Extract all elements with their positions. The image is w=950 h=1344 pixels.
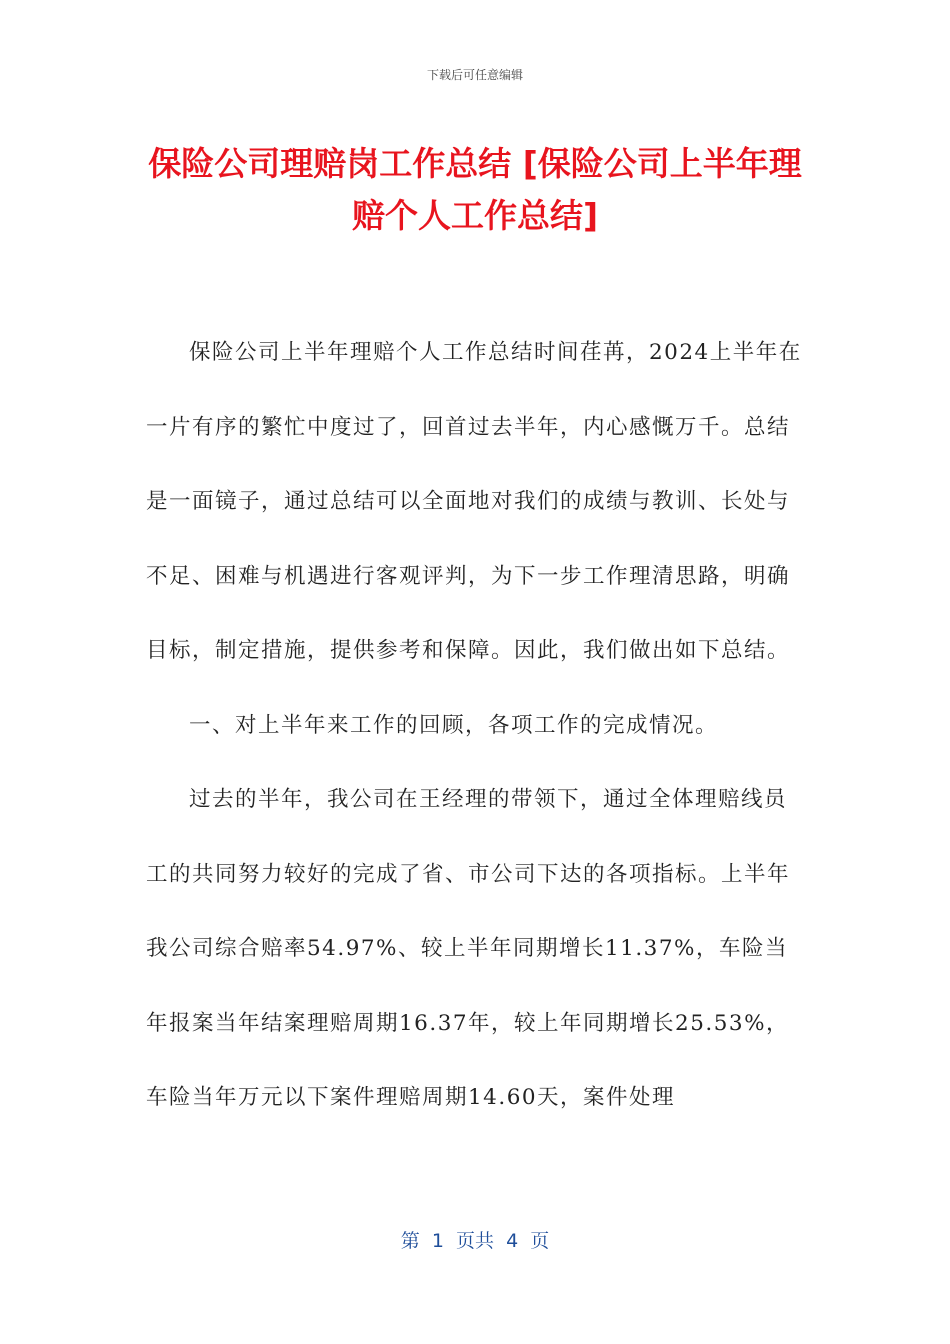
page-number-footer: 第 1 页共 4 页 <box>400 1230 550 1252</box>
paragraph-intro: 保险公司上半年理赔个人工作总结时间荏苒，2024上半年在一片有序的繁忙中度过了，回首过去半年，内心感慨万千。总结是一面镜子，通过总结可以全面地对我们的成绩与教训、长处与不足、困难与机遇进行客观评判，为下一步工作理清思路，明确目标，制定措施，提供参考和保障。因此，我们做出如下总结。 <box>146 340 802 663</box>
document-body <box>146 316 806 1136</box>
document-title: 保险公司理赔岗工作总结 [保险公司上半年理赔个人工作总结] <box>148 144 802 235</box>
paragraph-review: 过去的半年，我公司在王经理的带领下，通过全体理赔线员工的共同努力较好的完成了省、市公司下达的各项指标。上半年我公司综合赔率54.97%、较上半年同期增长11.37%，车险当年报案当年结案理赔周期16.37年，较上年同期增长25.53%，车险当年万元以下案件理赔周期14.60天，案件处理 <box>146 787 791 1110</box>
paragraph-section-heading: 一、对上半年来工作的回顾，各项工作的完成情况。 <box>189 712 719 738</box>
header-note: 下载后可任意编辑 <box>426 68 523 82</box>
